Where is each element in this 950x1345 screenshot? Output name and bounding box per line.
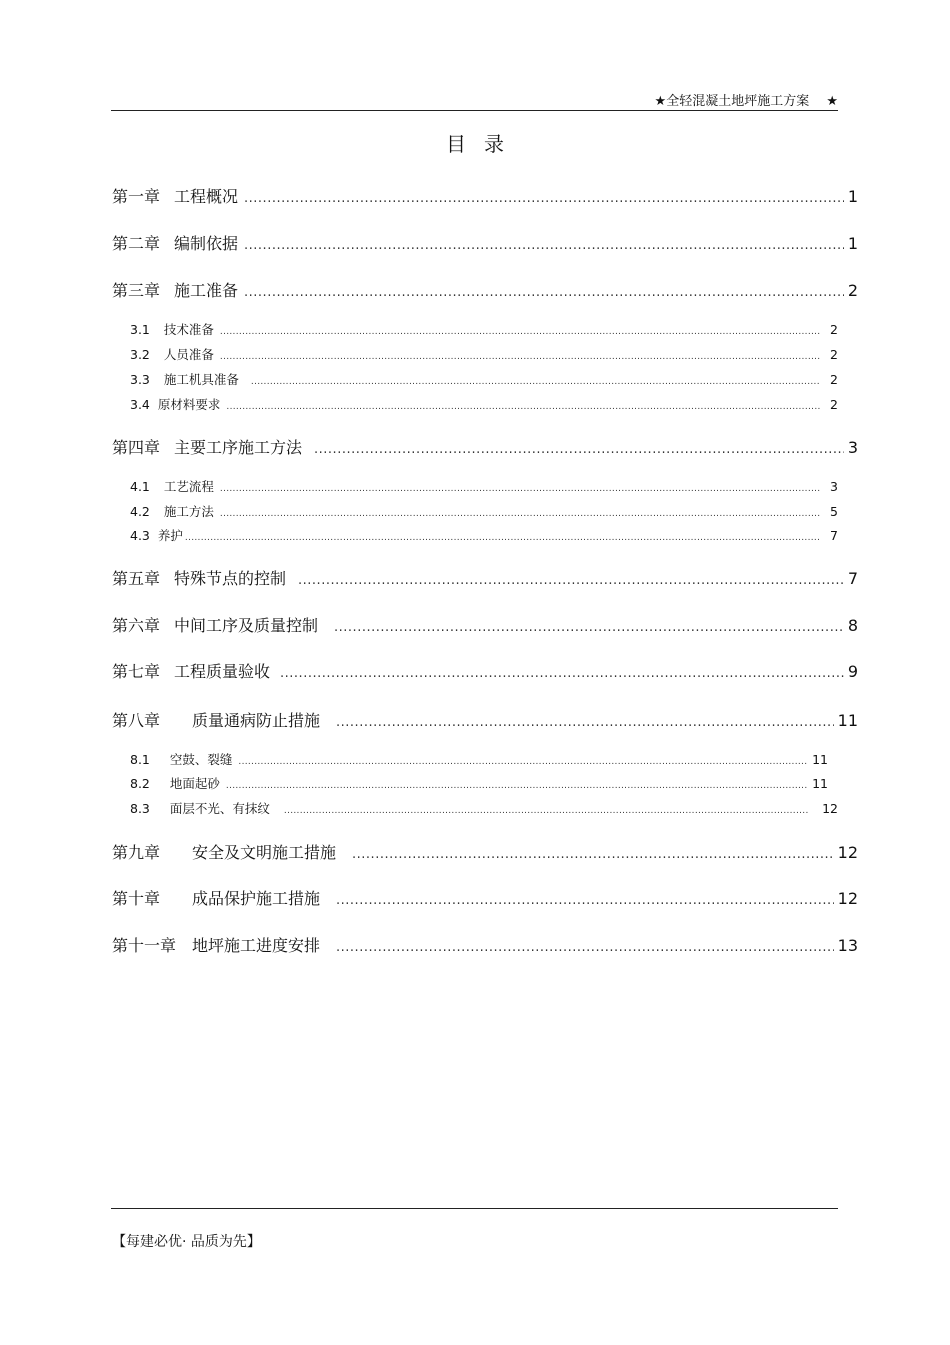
page-number: 1 [847,234,858,253]
leader-dots [336,893,834,908]
chapter-title: 安全及文明施工措施 [192,843,337,862]
toc-entry-chapter-3[interactable] [112,278,858,301]
toc-entry-chapter-4[interactable] [112,435,858,458]
toc-entry-chapter-7[interactable] [112,659,858,682]
toc-entry-section-4-1[interactable] [130,477,838,495]
page-number: 3 [847,438,858,457]
toc-entry-section-4-3[interactable] [130,526,838,544]
section-number: 8.3 [130,801,150,816]
leader-dots [244,191,844,206]
section-title: 养护 [157,528,183,543]
page-number: 1 [847,187,858,206]
page-number: 12 [822,801,838,816]
toc-entry-chapter-1[interactable] [112,184,858,207]
toc-entry-section-4-2[interactable] [130,502,838,520]
toc-entry-chapter-8[interactable] [112,708,858,731]
section-number: 3.2 [130,347,150,362]
chapter-number: 第九章 [112,843,161,862]
chapter-number: 第八章 [112,711,161,730]
page-number: 2 [830,347,838,362]
toc-entry-section-8-2[interactable] [130,774,828,792]
header-rule [111,110,838,111]
leader-dots [185,533,820,543]
chapter-title: 特殊节点的控制 [174,569,287,588]
section-title: 施工机具准备 [163,372,239,387]
page-number: 2 [830,322,838,337]
page-number: 2 [830,372,838,387]
section-number: 3.4 [130,397,150,412]
page-title: 目录 [446,132,522,156]
chapter-title: 主要工序施工方法 [174,438,303,457]
leader-dots [244,238,844,253]
page-number: 11 [812,776,828,791]
leader-dots [244,285,844,300]
toc-entry-section-3-1[interactable] [130,320,838,338]
toc-entry-section-3-2[interactable] [130,345,838,363]
toc-entry-chapter-5[interactable] [112,566,858,589]
footer-rule [111,1208,838,1209]
toc-entry-chapter-6[interactable] [112,613,858,636]
chapter-number: 第六章 [112,616,161,635]
chapter-number: 第十章 [112,889,161,908]
leader-dots [238,757,808,767]
chapter-number: 第五章 [112,569,161,588]
section-number: 4.2 [130,504,150,519]
section-number: 4.1 [130,479,150,494]
section-number: 3.3 [130,372,150,387]
section-number: 8.1 [130,752,150,767]
page-number: 2 [847,281,858,300]
leader-dots [334,620,844,635]
chapter-number: 第十一章 [112,936,177,955]
page-number: 7 [830,528,838,543]
toc-entry-section-3-3[interactable] [130,370,838,388]
chapter-number: 第四章 [112,438,161,457]
leader-dots [220,327,820,337]
page-number: 11 [837,711,858,730]
leader-dots [314,442,844,457]
leader-dots [220,509,820,519]
leader-dots [336,940,834,955]
section-title: 工艺流程 [163,479,214,494]
chapter-number: 第七章 [112,662,161,681]
leader-dots [284,806,808,816]
chapter-title: 质量通病防止措施 [192,711,321,730]
chapter-title: 地坪施工进度安排 [192,936,321,955]
section-number: 3.1 [130,322,150,337]
page-number: 2 [830,397,838,412]
chapter-number: 第二章 [112,234,161,253]
section-title: 空鼓、裂缝 [169,752,233,767]
page-number: 8 [847,616,858,635]
leader-dots [336,715,834,730]
chapter-number: 第一章 [112,187,161,206]
section-number: 4.3 [130,528,150,543]
page-number: 9 [847,662,858,681]
section-title: 技术准备 [163,322,214,337]
chapter-title: 编制依据 [174,234,239,253]
leader-dots [226,402,820,412]
running-footer: 【每建必优· 品质为先】 [112,1234,261,1250]
chapter-title: 中间工序及质量控制 [174,616,319,635]
page-number: 5 [830,504,838,519]
leader-dots [220,352,820,362]
section-title: 人员准备 [163,347,214,362]
page-number: 12 [837,843,858,862]
toc-entry-chapter-9[interactable] [112,840,858,863]
page-number: 12 [837,889,858,908]
toc-entry-section-8-1[interactable] [130,750,828,768]
section-title: 面层不光、有抹纹 [169,801,270,816]
toc-entry-chapter-2[interactable] [112,231,858,254]
page-number: 11 [812,752,828,767]
section-title: 地面起砂 [169,776,220,791]
leader-dots [251,377,820,387]
leader-dots [220,484,820,494]
section-title: 施工方法 [163,504,214,519]
chapter-title: 工程概况 [174,187,239,206]
page-number: 7 [847,569,858,588]
toc-entry-section-3-4[interactable] [130,395,838,413]
leader-dots [352,847,834,862]
running-header: ★全轻混凝土地坪施工方案 ★ [654,94,838,109]
leader-dots [280,666,844,681]
page-number: 3 [830,479,838,494]
toc-entry-chapter-10[interactable] [112,886,858,909]
section-number: 8.2 [130,776,150,791]
leader-dots [226,781,808,791]
leader-dots [298,573,844,588]
toc-entry-chapter-11[interactable] [112,933,858,956]
toc-entry-section-8-3[interactable] [130,799,838,817]
chapter-title: 成品保护施工措施 [192,889,321,908]
chapter-title: 工程质量验收 [174,662,271,681]
chapter-title: 施工准备 [174,281,239,300]
chapter-number: 第三章 [112,281,161,300]
page-number: 13 [837,936,858,955]
section-title: 原材料要求 [157,397,221,412]
